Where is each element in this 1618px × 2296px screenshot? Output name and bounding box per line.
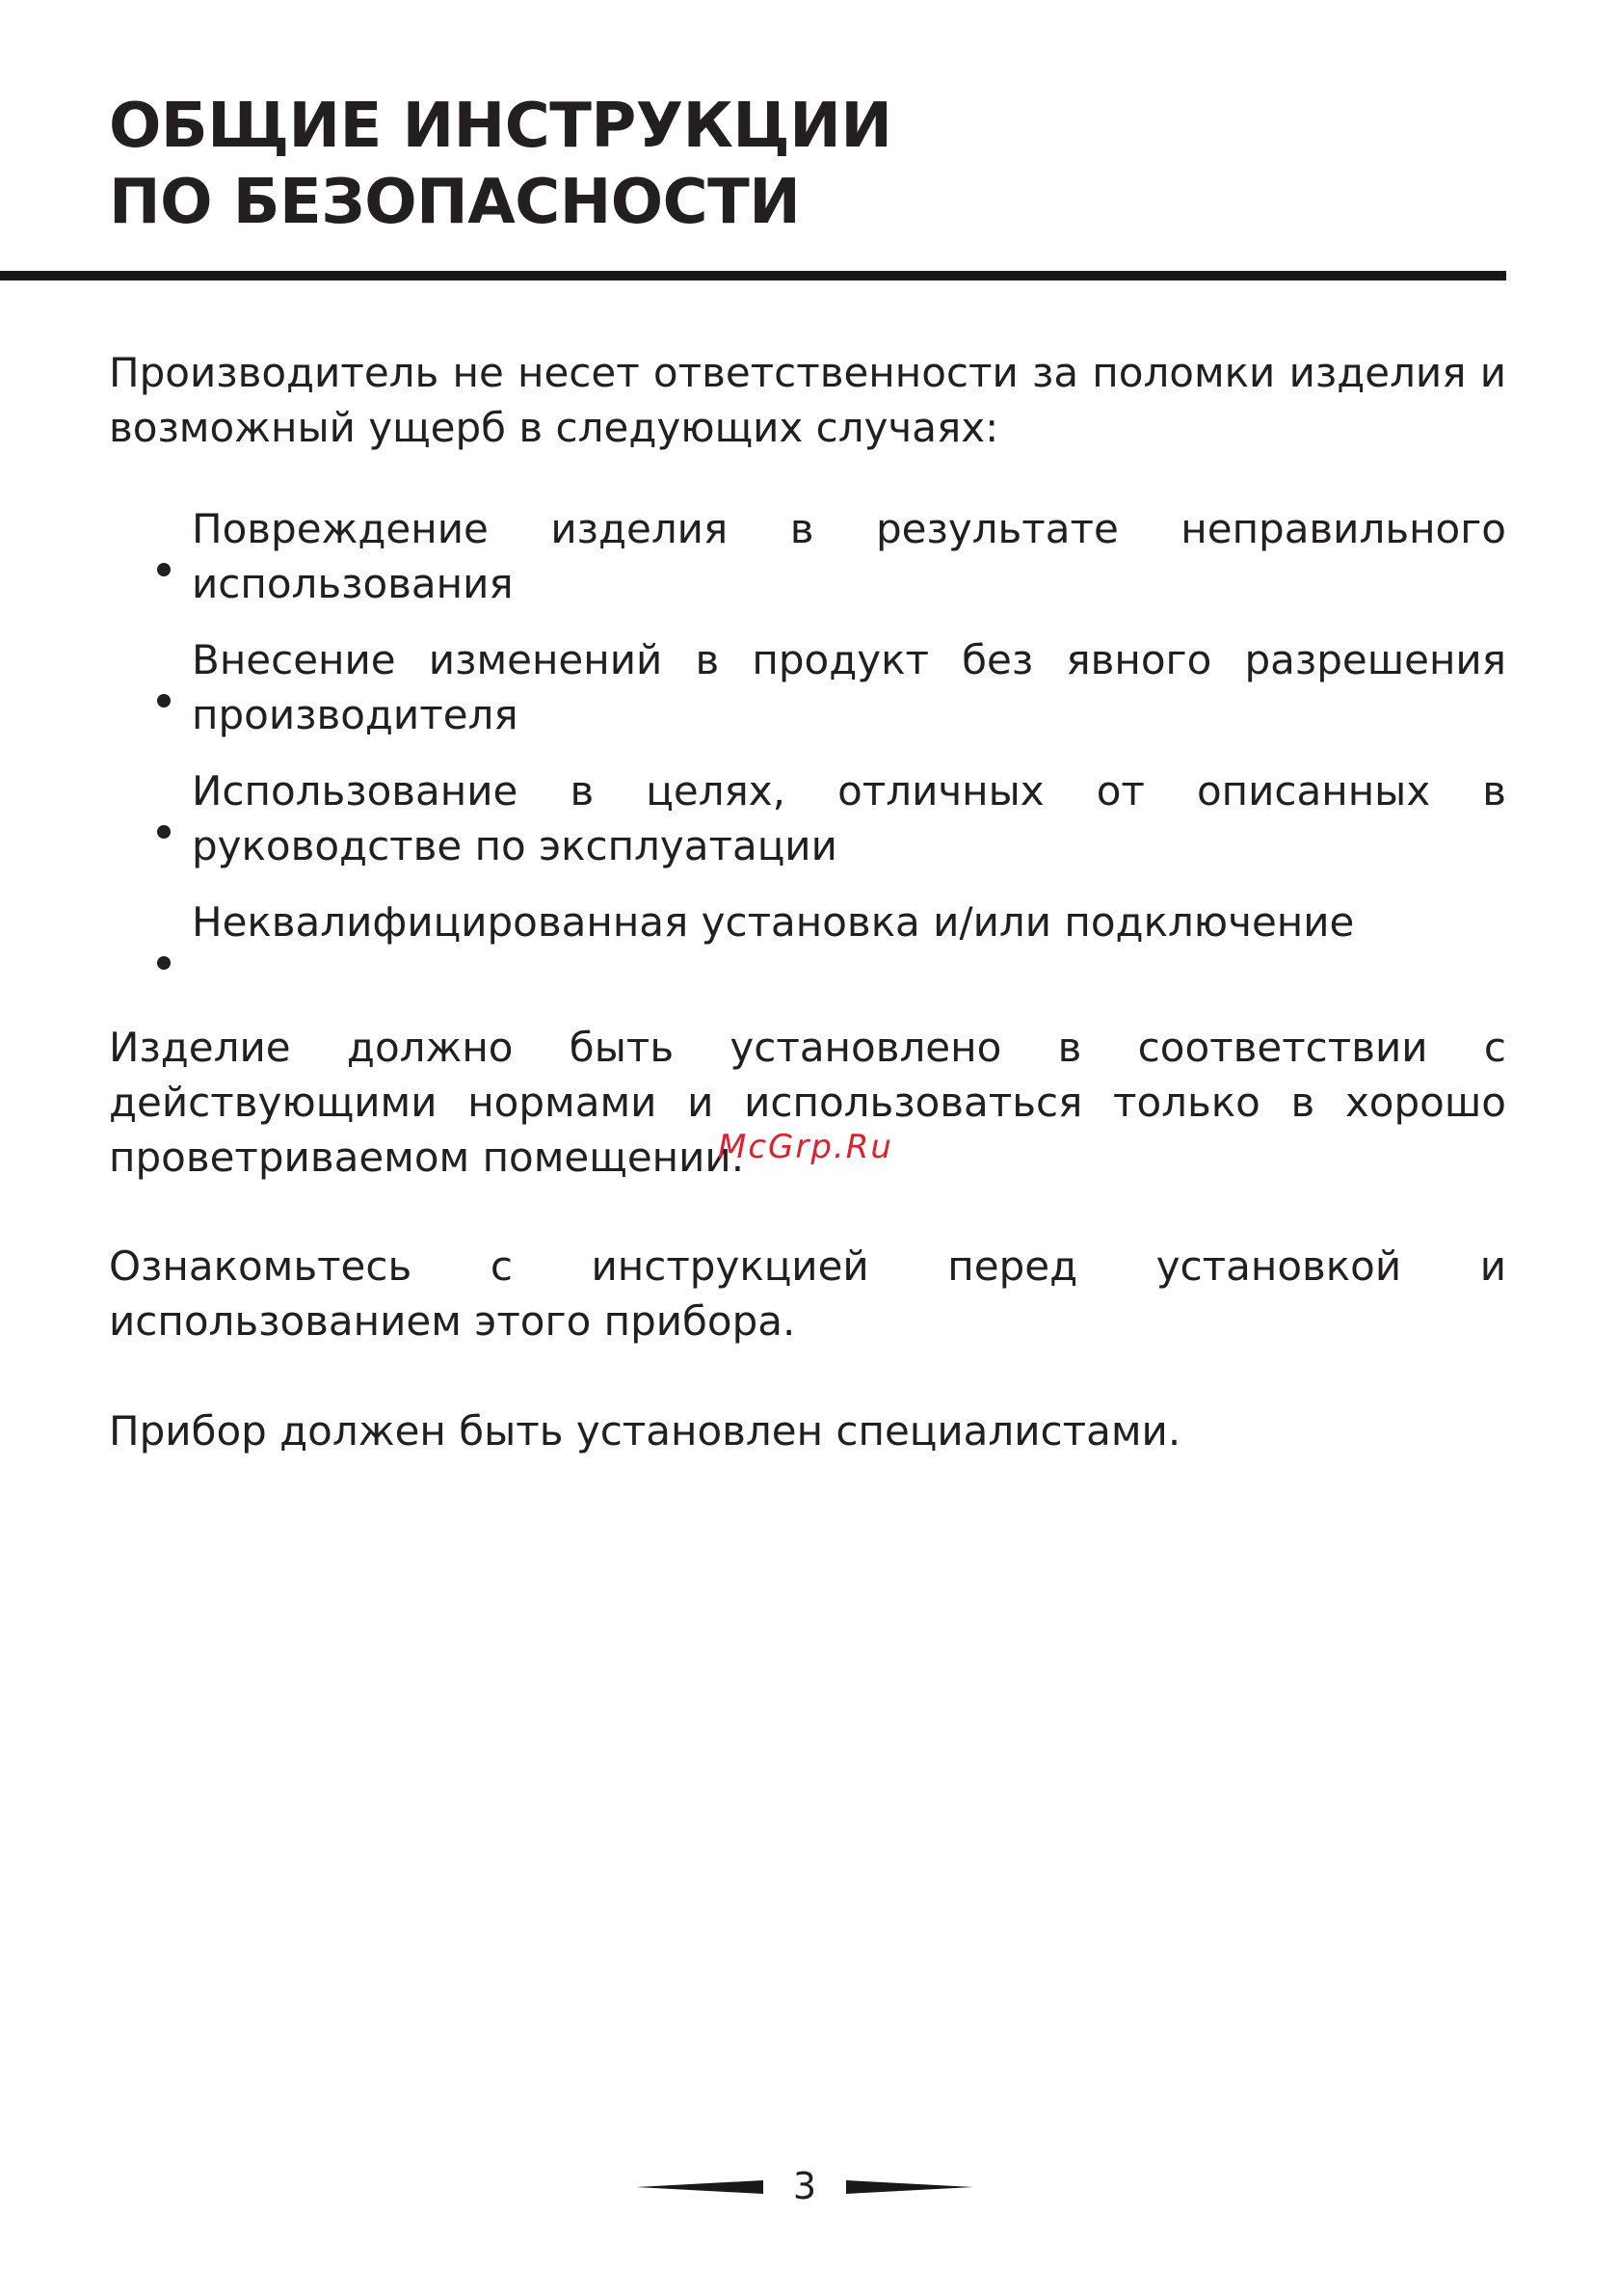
list-item: [109, 501, 1506, 632]
list-item-text: Использование в целях, отличных от описанных в руководстве по эксплуатации: [192, 767, 1506, 869]
page-title: [109, 89, 891, 241]
footer-right-arrow-icon: [846, 2180, 973, 2194]
page-title-line-2: ПО БЕЗОПАСНОСТИ: [109, 167, 801, 238]
specialist-install-paragraph: Прибор должен быть установлен специалистами.: [109, 1407, 1181, 1455]
page-title-line-1: ОБЩИЕ ИНСТРУКЦИИ: [109, 91, 892, 162]
read-instructions-paragraph: Ознакомьтесь с инструкцией перед установкой и использованием этого прибора.: [109, 1242, 1506, 1345]
cases-list: [109, 501, 1506, 1026]
list-item: [109, 763, 1506, 894]
list-item: [109, 894, 1506, 1026]
list-item-text: Повреждение изделия в результате неправильного использования: [192, 505, 1506, 607]
list-item: [109, 632, 1506, 763]
page-number: 3: [792, 2165, 817, 2207]
list-item-text: Неквалифицированная установка и/или подключение: [192, 898, 1355, 946]
list-item-text: Внесение изменений в продукт без явного разрешения производителя: [192, 636, 1506, 738]
footer-left-arrow-icon: [636, 2180, 763, 2194]
installation-paragraph: Изделие должно быть установлено в соответствии с действующими нормами и использоваться только в хорошо проветриваемом помещении.: [109, 1024, 1506, 1181]
title-underline-rule: [0, 271, 1506, 280]
page-footer: [636, 2157, 973, 2215]
intro-paragraph: Производитель не несет ответственности за поломки изделия и возможный ущерб в следующих случаях:: [109, 349, 1506, 451]
bullet-dot-icon: [157, 694, 171, 707]
bullet-dot-icon: [157, 563, 171, 576]
bullet-dot-icon: [157, 825, 171, 839]
bullet-dot-icon: [157, 956, 171, 970]
watermark-text: McGrp.Ru: [718, 1128, 893, 1166]
